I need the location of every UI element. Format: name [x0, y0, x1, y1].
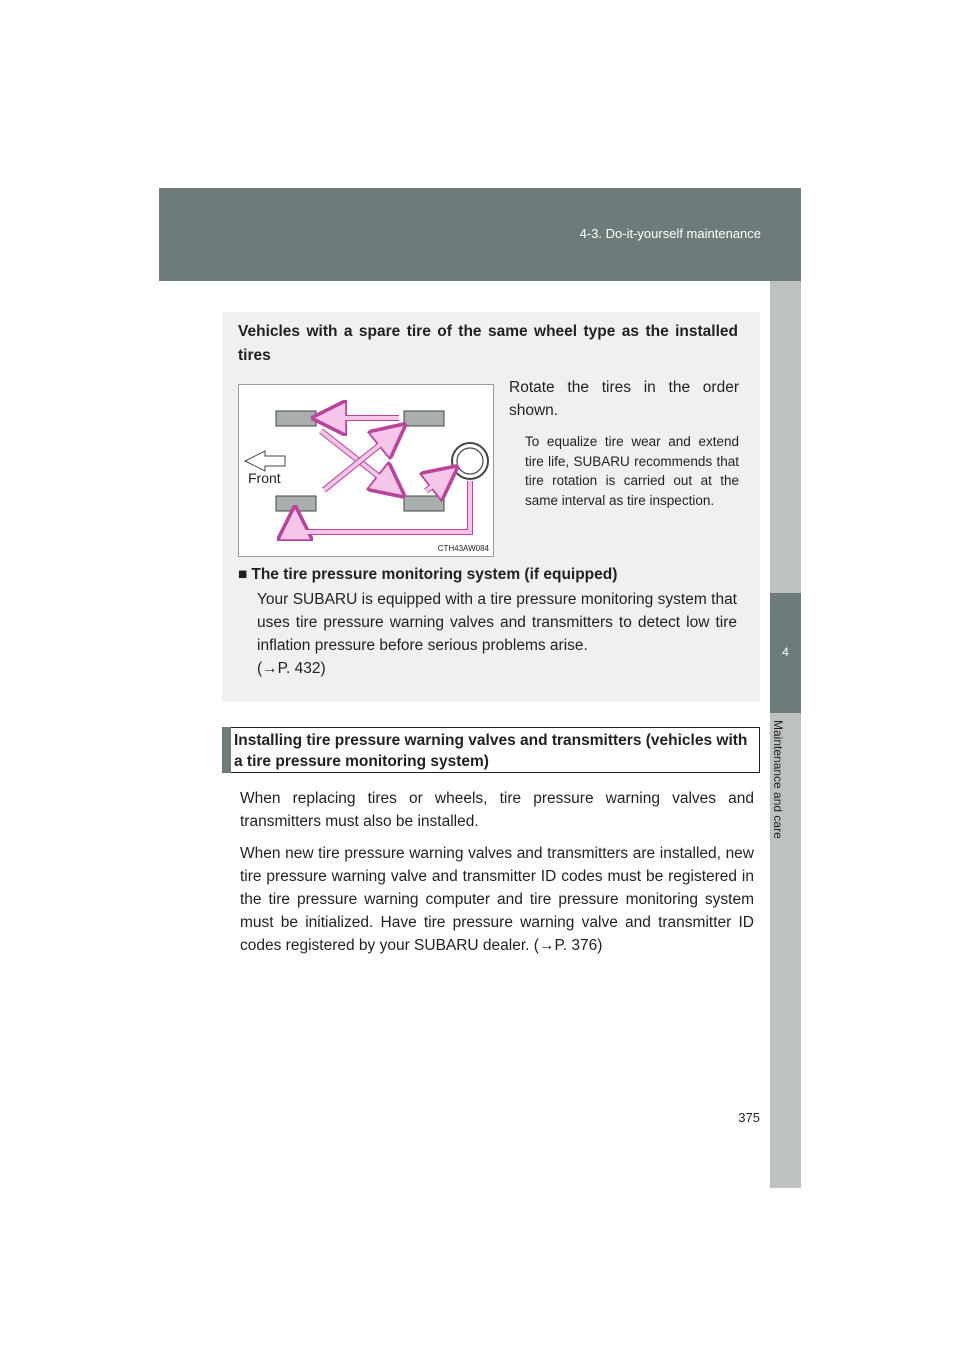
tire-rear-left: [276, 496, 316, 511]
chapter-label: Maintenance and care: [771, 720, 785, 839]
heading-accent-bar: [222, 727, 231, 773]
rotate-note: To equalize tire wear and extend tire life, SUBARU recommends that tire rotation is carried out at the same interval as tire inspection.: [525, 434, 739, 508]
spare-tire-info-box: [222, 312, 760, 702]
spare-box-heading: Vehicles with a spare tire of the same wheel type as the installed tires: [238, 323, 738, 364]
section-heading-box: [222, 727, 760, 773]
front-arrow: [245, 451, 285, 471]
tire-front-left: [276, 411, 316, 426]
section-title: 4-3. Do-it-yourself maintenance: [579, 226, 761, 241]
tpms-heading: [238, 564, 758, 586]
front-label: Front: [248, 470, 281, 486]
tire-rear-right: [404, 496, 444, 511]
square-bullet-icon: ■: [238, 566, 248, 583]
tpms-body: [257, 588, 737, 680]
paragraph-replacing: When replacing tires or wheels, tire pressure warning valves and transmitters must also be installed.: [240, 790, 754, 830]
tpms-page-ref[interactable]: (→P. 432): [257, 660, 326, 677]
tpms-heading-text: The tire pressure monitoring system (if equipped): [251, 566, 618, 583]
tpms-body-text: Your SUBARU is equipped with a tire pressure monitoring system that uses tire pressure warning valves and transmitters to detect low tire inflation pressure before serious problems arise.: [257, 591, 737, 654]
tab-segment-top: [770, 281, 801, 593]
diagram-code: CTH43AW084: [437, 544, 489, 553]
tire-rotation-diagram: [238, 384, 494, 557]
chapter-number: 4: [770, 593, 801, 713]
rotate-instruction: Rotate the tires in the order shown.: [509, 379, 739, 419]
chapter-tab: [770, 188, 801, 1188]
header-band: [159, 188, 801, 281]
tire-front-right: [404, 411, 444, 426]
paragraph-registering: When new tire pressure warning valves and transmitters are installed, new tire pressure warning valve and transmitter ID codes must be registered in the tire pressure warning computer and tire pressure monitoring system must be initialized. Have tire pressure warning valve and transmitter ID codes registered by your SUBARU dealer. (→P. 376): [240, 845, 754, 954]
section-heading: Installing tire pressure warning valves and transmitters (vehicles with a tire pressure monitoring system): [234, 732, 748, 770]
page-number: 375: [738, 1110, 760, 1125]
